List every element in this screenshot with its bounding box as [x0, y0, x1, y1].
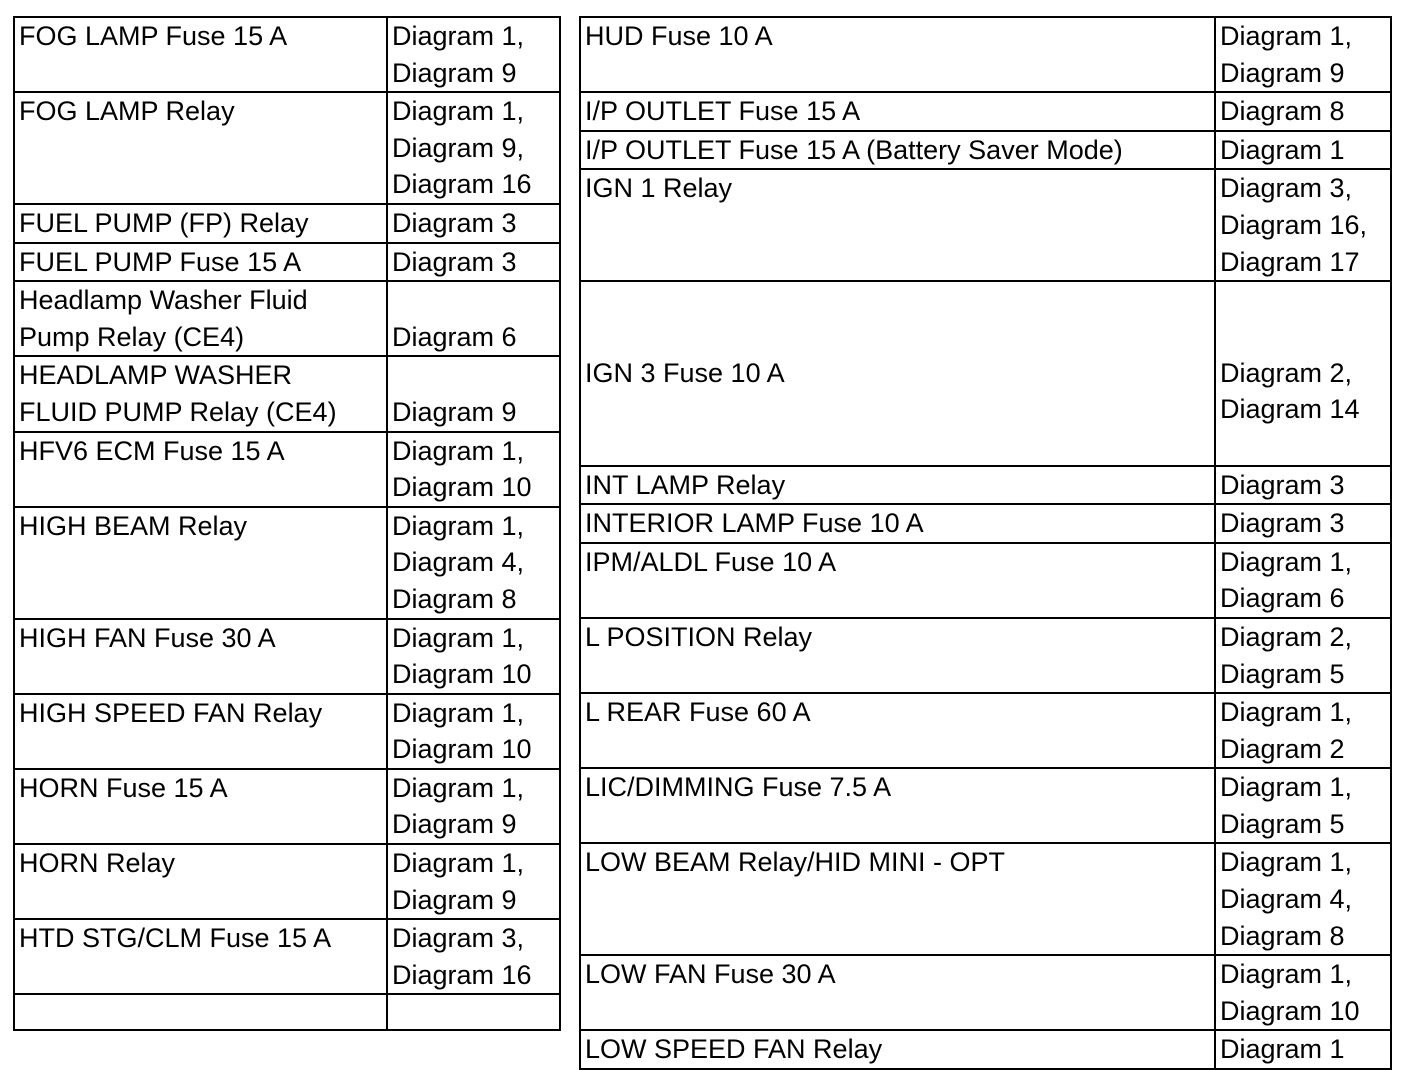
diagram-cell: Diagram 3	[387, 204, 560, 243]
diagram-cell: Diagram 1, Diagram 10	[387, 694, 560, 769]
diagram-cell: Diagram 1, Diagram 5	[1215, 768, 1391, 843]
diagram-cell: Diagram 3	[1215, 466, 1391, 505]
diagram-cell-split	[1216, 319, 1390, 428]
diagram-cell-top: Diagram 2,	[1220, 357, 1353, 388]
table-row	[14, 507, 560, 619]
component-cell: LOW FAN Fuse 30 A	[580, 955, 1215, 1030]
component-cell: Headlamp Washer Fluid Pump Relay (CE4)	[14, 281, 387, 356]
component-cell: HTD STG/CLM Fuse 15 A	[14, 919, 387, 994]
table-row	[580, 281, 1391, 465]
table-row	[14, 994, 560, 1030]
diagram-cell: Diagram 1, Diagram 9, Diagram 16	[387, 92, 560, 204]
component-cell: HIGH SPEED FAN Relay	[14, 694, 387, 769]
diagram-cell: Diagram 9	[387, 356, 560, 431]
diagram-cell: Diagram 1, Diagram 9	[387, 17, 560, 92]
component-cell: HORN Fuse 15 A	[14, 769, 387, 844]
component-cell: HIGH BEAM Relay	[14, 507, 387, 619]
diagram-cell: Diagram 3	[387, 243, 560, 282]
diagram-cell: Diagram 8	[1215, 92, 1391, 131]
left-fuse-table	[13, 16, 561, 1031]
component-cell: HIGH FAN Fuse 30 A	[14, 619, 387, 694]
component-cell: I/P OUTLET Fuse 15 A	[580, 92, 1215, 131]
diagram-cell: Diagram 3, Diagram 16, Diagram 17	[1215, 169, 1391, 281]
component-cell: INT LAMP Relay	[580, 466, 1215, 505]
diagram-cell: Diagram 1	[1215, 131, 1391, 170]
diagram-cell: Diagram 2, Diagram 5	[1215, 618, 1391, 693]
table-row	[14, 356, 560, 431]
table-row	[14, 243, 560, 282]
diagram-cell: Diagram 1, Diagram 10	[387, 619, 560, 694]
diagram-cell	[387, 994, 560, 1030]
component-cell: L POSITION Relay	[580, 618, 1215, 693]
diagram-cell	[1215, 281, 1391, 465]
component-cell: HFV6 ECM Fuse 15 A	[14, 432, 387, 507]
diagram-cell-bottom: Diagram 14	[1220, 394, 1360, 425]
table-row	[14, 92, 560, 204]
component-cell: FOG LAMP Relay	[14, 92, 387, 204]
table-row	[580, 92, 1391, 131]
table-row	[14, 432, 560, 507]
table-row	[580, 1030, 1391, 1069]
diagram-cell: Diagram 1, Diagram 2	[1215, 693, 1391, 768]
table-row	[580, 17, 1391, 92]
component-cell: HEADLAMP WASHER FLUID PUMP Relay (CE4)	[14, 356, 387, 431]
table-row	[14, 919, 560, 994]
component-cell: INTERIOR LAMP Fuse 10 A	[580, 504, 1215, 543]
table-row	[580, 955, 1391, 1030]
table-row	[14, 17, 560, 92]
diagram-cell: Diagram 1, Diagram 10	[387, 432, 560, 507]
component-cell: IGN 1 Relay	[580, 169, 1215, 281]
component-cell: L REAR Fuse 60 A	[580, 693, 1215, 768]
table-row	[580, 618, 1391, 693]
table-row	[580, 169, 1391, 281]
table-row	[580, 543, 1391, 618]
component-cell: HUD Fuse 10 A	[580, 17, 1215, 92]
diagram-cell: Diagram 1, Diagram 4, Diagram 8	[387, 507, 560, 619]
diagram-cell: Diagram 1, Diagram 9	[387, 769, 560, 844]
component-cell: I/P OUTLET Fuse 15 A (Battery Saver Mode)	[580, 131, 1215, 170]
component-cell: HORN Relay	[14, 844, 387, 919]
component-cell: FOG LAMP Fuse 15 A	[14, 17, 387, 92]
component-cell: FUEL PUMP (FP) Relay	[14, 204, 387, 243]
component-cell: IGN 3 Fuse 10 A	[580, 281, 1215, 465]
component-cell: FUEL PUMP Fuse 15 A	[14, 243, 387, 282]
diagram-cell: Diagram 1, Diagram 10	[1215, 955, 1391, 1030]
component-cell: LOW BEAM Relay/HID MINI - OPT	[580, 843, 1215, 955]
component-cell	[14, 994, 387, 1030]
diagram-cell: Diagram 1	[1215, 1030, 1391, 1069]
table-row	[14, 694, 560, 769]
right-fuse-table	[579, 16, 1392, 1070]
diagram-cell: Diagram 6	[387, 281, 560, 356]
diagram-cell: Diagram 3, Diagram 16	[387, 919, 560, 994]
diagram-cell: Diagram 3	[1215, 504, 1391, 543]
component-cell: LOW SPEED FAN Relay	[580, 1030, 1215, 1069]
table-row	[14, 844, 560, 919]
table-row	[580, 843, 1391, 955]
diagram-cell: Diagram 1, Diagram 6	[1215, 543, 1391, 618]
table-row	[14, 619, 560, 694]
diagram-cell: Diagram 1, Diagram 9	[387, 844, 560, 919]
component-cell: LIC/DIMMING Fuse 7.5 A	[580, 768, 1215, 843]
component-cell: IPM/ALDL Fuse 10 A	[580, 543, 1215, 618]
table-row	[580, 466, 1391, 505]
table-row	[580, 131, 1391, 170]
table-row	[580, 693, 1391, 768]
diagram-cell: Diagram 1, Diagram 9	[1215, 17, 1391, 92]
table-row	[580, 504, 1391, 543]
diagram-cell: Diagram 1, Diagram 4, Diagram 8	[1215, 843, 1391, 955]
table-row	[14, 769, 560, 844]
table-row	[14, 281, 560, 356]
table-row	[14, 204, 560, 243]
table-row	[580, 768, 1391, 843]
